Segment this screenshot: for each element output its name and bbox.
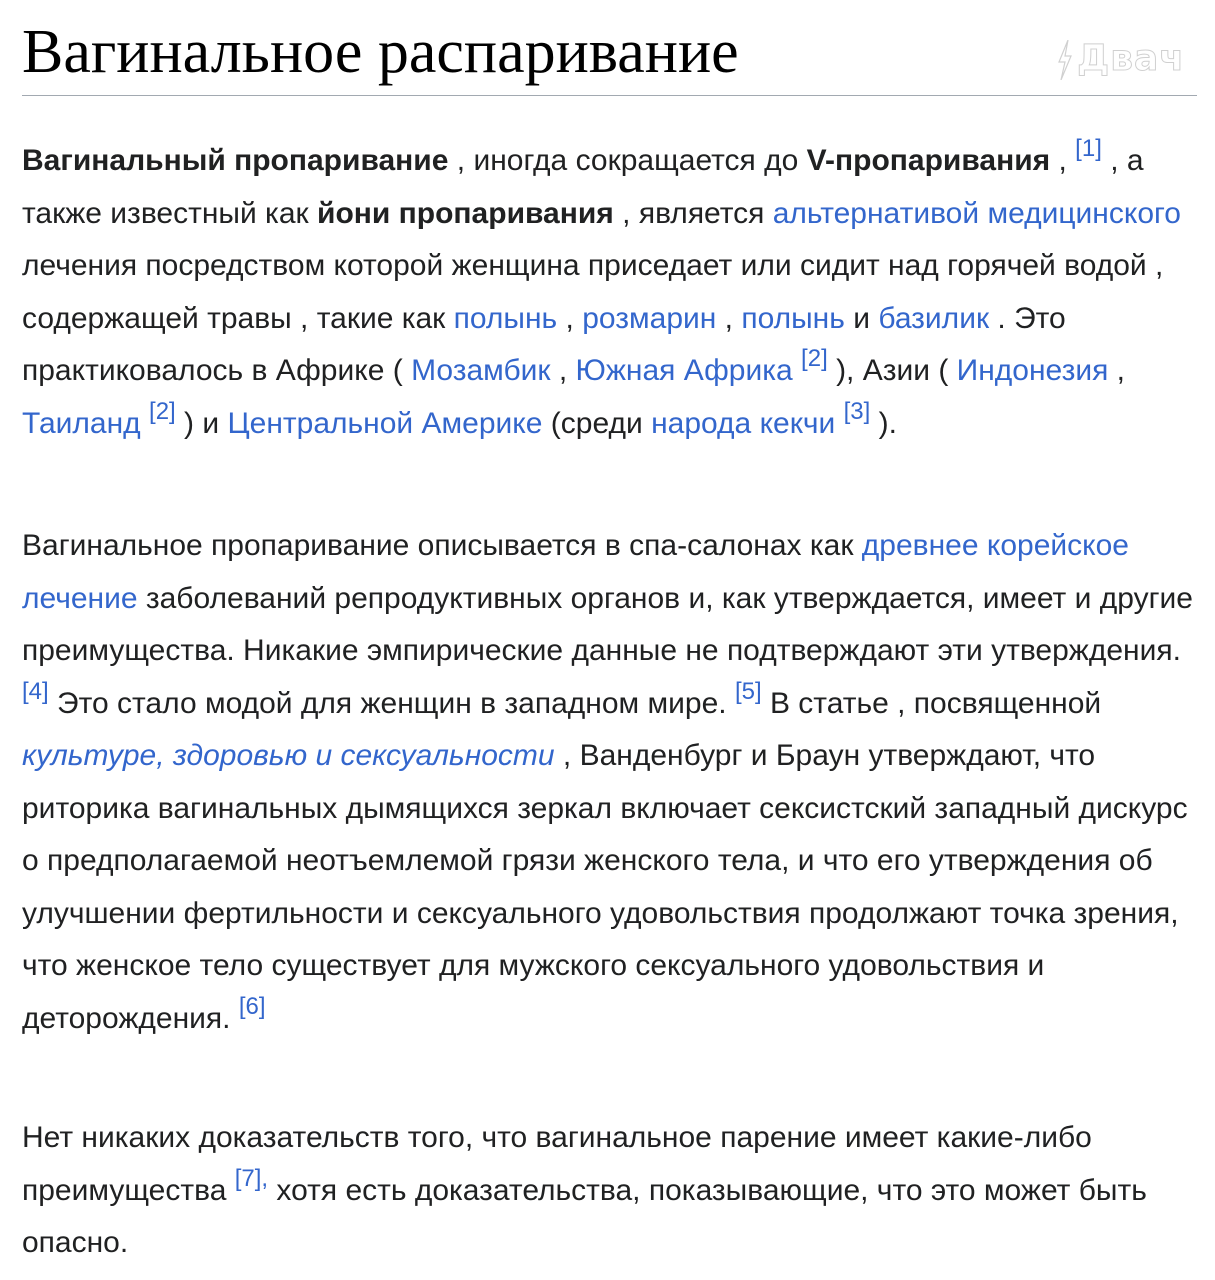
reference-1: [1075, 135, 1102, 162]
link-rosemary[interactable]: розмарин: [582, 301, 717, 335]
reference-link[interactable]: [5]: [734, 677, 762, 705]
text: ).: [870, 406, 897, 440]
reference-link[interactable]: [7],: [234, 1164, 269, 1192]
reference-6: [239, 993, 266, 1020]
link-basil[interactable]: базилик: [878, 301, 990, 335]
watermark-text: Двач: [1077, 38, 1185, 79]
link-central-america[interactable]: Центральной Америке: [227, 406, 543, 440]
link-korean-treatment[interactable]: древнее корейское лечение: [22, 529, 1129, 615]
lightning-icon: [1057, 40, 1073, 80]
link-culture-health-sexuality[interactable]: культуре, здоровью и сексуальности: [22, 739, 555, 772]
text: ), Азии (: [827, 354, 957, 387]
reference-7: [235, 1165, 268, 1192]
watermark-logo: [1057, 38, 1185, 80]
term-bold: йони пропаривания: [317, 196, 614, 230]
page-title: Вагинальное распаривание: [22, 0, 1197, 96]
text: ,: [1050, 144, 1076, 177]
text: Это стало модой для женщин в западном мире.: [48, 686, 735, 720]
reference-link[interactable]: [2]: [149, 397, 176, 425]
text: , а также известный как: [22, 144, 1144, 230]
term-bold: V-пропаривания: [806, 144, 1051, 177]
paragraph-intro: [22, 135, 1197, 450]
text: , иногда сокращается до: [448, 144, 807, 177]
text: Нет никаких доказательств того, что вагинальное парение имеет какие-либо преимущества: [22, 1121, 1092, 1207]
text: ,: [557, 301, 583, 335]
link-south-africa[interactable]: Южная Африка: [575, 354, 793, 387]
reference-2b: [149, 398, 176, 425]
link-wormwood[interactable]: полынь: [453, 301, 558, 335]
text: заболеваний репродуктивных органов и, как утверждается, имеет и другие преимущества. Никакие эмпирические данные не подтверждают эти утверждения.: [22, 581, 1193, 667]
link-alternative-medicine[interactable]: альтернативой медицинского: [772, 196, 1181, 230]
reference-link[interactable]: [6]: [238, 992, 266, 1020]
paragraph-spa: [22, 520, 1197, 1045]
link-mugwort[interactable]: полынь: [741, 301, 845, 335]
reference-2: [801, 345, 828, 372]
reference-link[interactable]: [4]: [22, 677, 49, 705]
reference-link[interactable]: [3]: [843, 397, 871, 425]
reference-3: [844, 398, 871, 425]
text: (среди: [542, 406, 652, 440]
reference-link[interactable]: [2]: [801, 345, 828, 372]
link-qeqchi-people[interactable]: народа кекчи: [651, 406, 836, 440]
reference-link[interactable]: [1]: [1075, 135, 1102, 162]
text: В статье , посвященной: [761, 686, 1102, 720]
text: хотя есть доказательства, показывающие, что это может быть опасно.: [22, 1173, 1147, 1259]
term-bold: Вагинальный пропаривание: [22, 144, 449, 177]
text: лечения посредством которой женщина приседает или сидит над горячей водой , содержащей травы , такие как: [22, 249, 1164, 335]
paragraph-evidence: [22, 1112, 1197, 1270]
text: ) и: [175, 406, 228, 440]
text: ,: [1108, 354, 1126, 387]
reference-4: [22, 678, 49, 705]
text: ,: [550, 354, 576, 387]
link-indonesia[interactable]: Индонезия: [956, 354, 1109, 387]
text: , Ванденбург и Браун утверждают, что риторика вагинальных дымящихся зеркал включает сексистский западный дискурс о предполагаемой неотъемлемой грязи женского тела, и что его утверждения об улучшении фертильности и сексуального удовольствия продолжают точка зрения, что женское тело существует для мужского сексуального удовольствия и деторождения.: [22, 739, 1188, 1035]
text: и: [844, 301, 879, 335]
text: , является: [613, 196, 773, 230]
article: [22, 0, 1197, 1259]
link-thailand[interactable]: Таиланд: [22, 406, 141, 440]
text: Вагинальное пропаривание описывается в спа-салонах как: [22, 529, 862, 562]
reference-5: [735, 678, 762, 705]
text: . Это практиковалось в Африке (: [22, 301, 1066, 387]
link-mozambique[interactable]: Мозамбик: [411, 354, 551, 387]
text: ,: [716, 301, 742, 335]
